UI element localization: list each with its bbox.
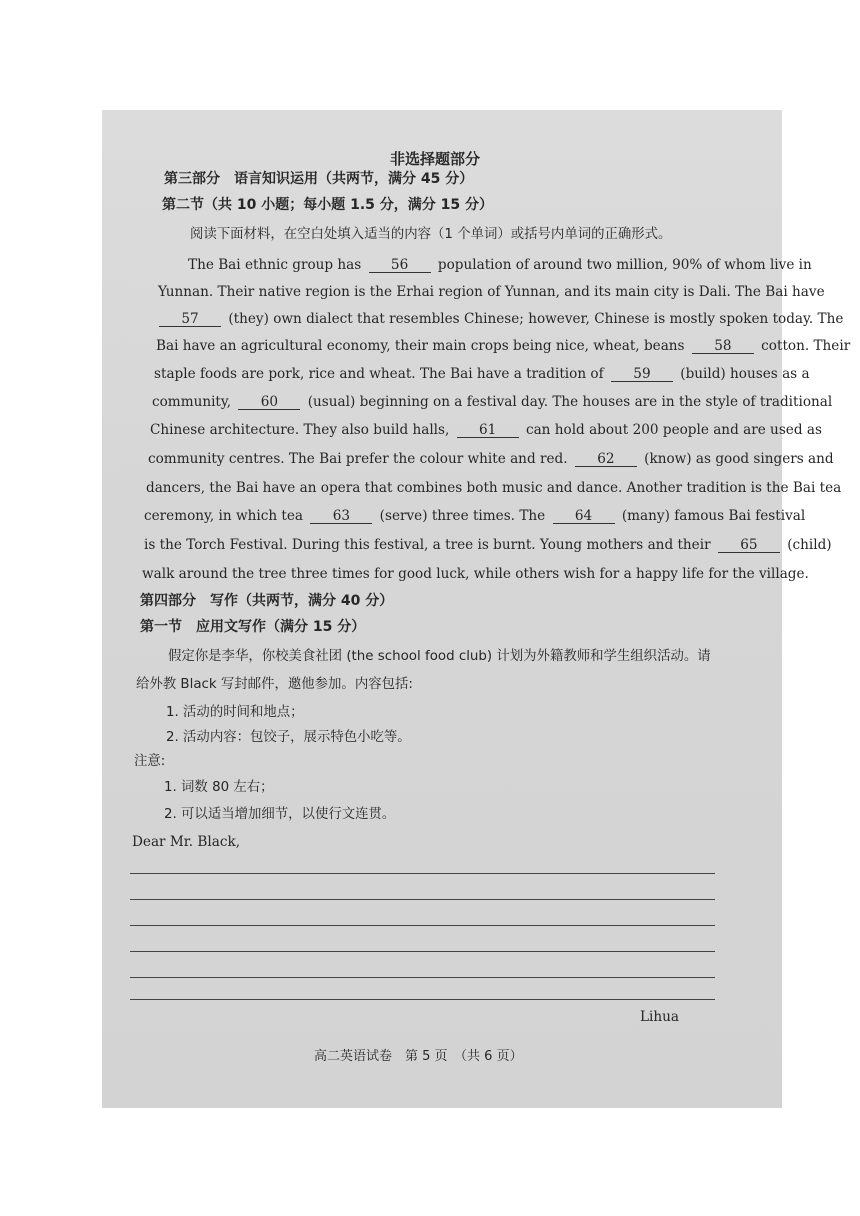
- blank-62: 62: [575, 452, 637, 467]
- content-item: 1. 活动的时间和地点；: [166, 705, 304, 720]
- passage-line: staple foods are pork, rice and wheat. The Bai have a tradition of 59 (build) houses as a: [154, 366, 810, 382]
- blank-60: 60: [238, 395, 300, 410]
- passage-line: The Bai ethnic group has 56 population of around two million, 90% of whom live in: [188, 257, 812, 273]
- page-footer: 高二英语试卷 第 5 页 （共 6 页）: [314, 1049, 523, 1064]
- exam-page: [102, 110, 851, 1108]
- passage-line: community, 60 (usual) beginning on a festival day. The houses are in the style of traditional: [152, 394, 833, 410]
- passage-line: Chinese architecture. They also build halls, 61 can hold about 200 people and are used as: [150, 422, 822, 438]
- blank-59: 59: [611, 367, 673, 382]
- writing-line[interactable]: [130, 899, 715, 900]
- section2-heading: 第二节（共 10 小题；每小题 1.5 分，满分 15 分）: [162, 197, 494, 213]
- blank-64: 64: [553, 509, 615, 524]
- prompt-line: 假定你是李华，你校美食社团 (the school food club) 计划为外籍教师和学生组织活动。请: [168, 649, 711, 664]
- content-item: 2. 活动内容：包饺子，展示特色小吃等。: [166, 730, 411, 745]
- writing-line[interactable]: [130, 951, 715, 952]
- passage-line: Bai have an agricultural economy, their main crops being nice, wheat, beans 58 cotton. Their: [156, 338, 851, 354]
- blank-65: 65: [718, 538, 780, 553]
- passage-line: community centres. The Bai prefer the colour white and red. 62 (know) as good singers and: [148, 451, 834, 467]
- note-item: 1. 词数 80 左右；: [164, 780, 274, 795]
- part3-heading: 第三部分 语言知识运用（共两节，满分 45 分）: [164, 171, 474, 187]
- writing-line[interactable]: [130, 873, 715, 874]
- instruction-text: 阅读下面材料，在空白处填入适当的内容（1 个单词）或括号内单词的正确形式。: [190, 227, 672, 242]
- prompt-line: 给外教 Black 写封邮件，邀他参加。内容包括:: [136, 677, 413, 692]
- passage-line: dancers, the Bai have an opera that combines both music and dance. Another tradition is the Bai tea: [146, 480, 842, 496]
- passage-line: Yunnan. Their native region is the Erhai region of Yunnan, and its main city is Dali. The Bai have: [158, 284, 825, 300]
- part4-heading: 第四部分 写作（共两节，满分 40 分）: [140, 593, 394, 609]
- section1-heading: 第一节 应用文写作（满分 15 分）: [140, 619, 366, 635]
- blank-57: 57: [159, 312, 221, 327]
- signature: Lihua: [640, 1009, 679, 1025]
- note-item: 2. 可以适当增加细节，以使行文连贯。: [164, 807, 396, 822]
- passage-line: ceremony, in which tea 63 (serve) three times. The 64 (many) famous Bai festival: [144, 508, 806, 524]
- passage-line: 57 (they) own dialect that resembles Chinese; however, Chinese is mostly spoken today. The: [156, 310, 843, 328]
- writing-line[interactable]: [130, 925, 715, 926]
- blank-63: 63: [310, 509, 372, 524]
- section-title: 非选择题部分: [390, 150, 481, 168]
- writing-line[interactable]: [130, 977, 715, 978]
- blank-61: 61: [457, 423, 519, 438]
- blank-56: 56: [369, 258, 431, 273]
- greeting: Dear Mr. Black,: [132, 834, 241, 850]
- notes-label: 注意:: [134, 754, 166, 769]
- blank-58: 58: [692, 339, 754, 354]
- passage-line: is the Torch Festival. During this festival, a tree is burnt. Young mothers and their 65 (child): [144, 537, 832, 553]
- passage-line: walk around the tree three times for good luck, while others wish for a happy life for the village.: [142, 566, 809, 582]
- writing-line[interactable]: [130, 999, 715, 1000]
